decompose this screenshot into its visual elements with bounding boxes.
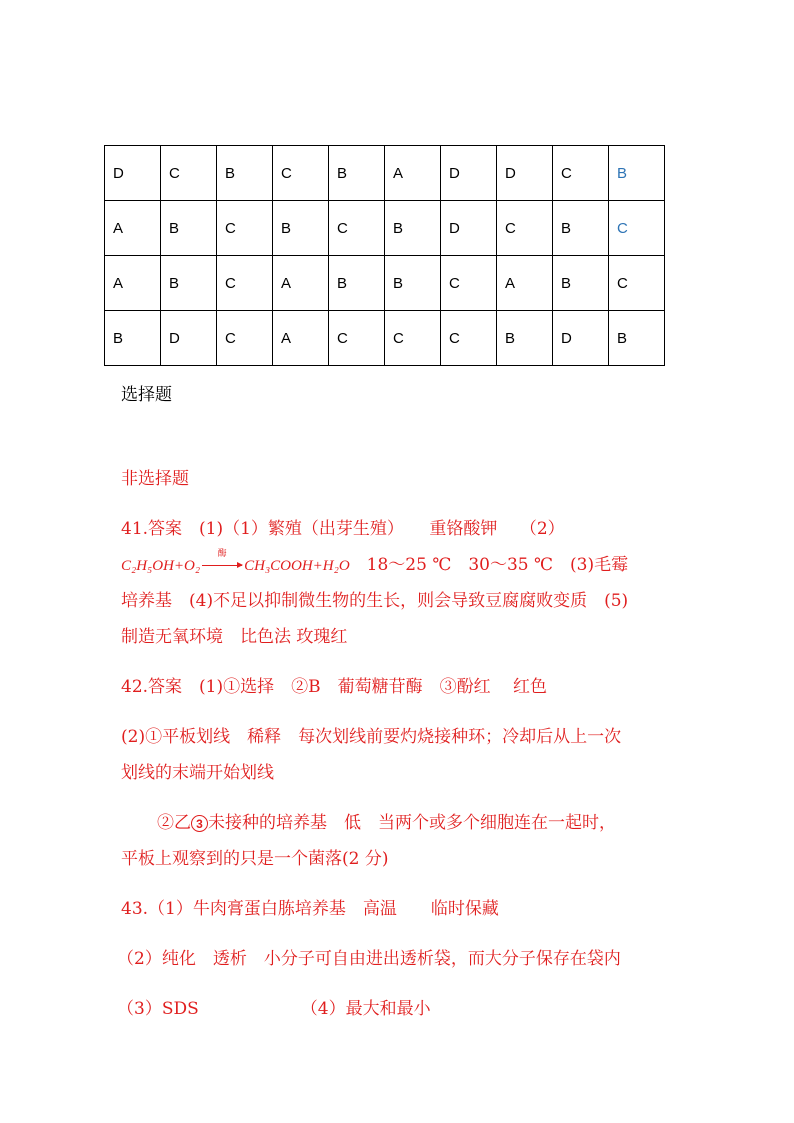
answer-cell: B: [497, 311, 553, 366]
choice-label: 选择题: [121, 385, 172, 405]
answer-cell: D: [105, 146, 161, 201]
table-row: [105, 256, 665, 311]
q41-line3: 培养基 (4)不足以抑制微生物的生长，则会导致豆腐腐败变质 (5): [121, 591, 629, 611]
q43-line3-b: （4）最大和最小: [300, 999, 431, 1019]
answer-table: [104, 145, 665, 366]
table-row: [105, 201, 665, 256]
q42-line3: 划线的末端开始划线: [121, 763, 274, 783]
answer-cell: C: [609, 201, 665, 256]
q41-formula-right: CH₃COOH+H₂O: [244, 558, 350, 574]
enzyme-label: 酶: [217, 549, 227, 559]
answer-cell: A: [105, 201, 161, 256]
answer-cell: D: [441, 201, 497, 256]
q42-line4-prefix: ②乙: [157, 813, 191, 833]
nonchoice-label: 非选择题: [121, 469, 189, 489]
q43-line2: （2）纯化 透析 小分子可自由进出透析袋，而大分子保存在袋内: [117, 949, 621, 969]
answer-cell: A: [497, 256, 553, 311]
reaction-arrow: [202, 549, 242, 575]
answer-cell: B: [105, 311, 161, 366]
table-row: [105, 146, 665, 201]
answer-cell: C: [217, 311, 273, 366]
answer-cell: A: [273, 256, 329, 311]
answer-cell: B: [553, 256, 609, 311]
answer-cell: B: [385, 201, 441, 256]
answer-cell: C: [161, 146, 217, 201]
answer-cell: A: [105, 256, 161, 311]
answer-cell: D: [497, 146, 553, 201]
answer-cell: D: [441, 146, 497, 201]
q43-line3-a: （3）SDS: [117, 999, 199, 1019]
q41-line1: 41.答案 (1)（1）繁殖（出芽生殖） 重铬酸钾 （2）: [121, 519, 565, 539]
circled-number: 3: [191, 815, 208, 832]
answer-cell: C: [441, 256, 497, 311]
q42-line2: (2)①平板划线 稀释 每次划线前要灼烧接种环；冷却后从上一次: [121, 727, 622, 747]
answer-cell: D: [553, 311, 609, 366]
q43-line3: [117, 994, 431, 1019]
q41-line2-rest: 18～25 ℃ 30～35 ℃ (3)毛霉: [349, 555, 629, 575]
answer-cell: A: [273, 311, 329, 366]
answer-cell: C: [273, 146, 329, 201]
answer-cell: B: [385, 256, 441, 311]
answer-cell: B: [161, 201, 217, 256]
answer-cell: B: [609, 311, 665, 366]
answer-cell: C: [553, 146, 609, 201]
answer-cell: C: [217, 201, 273, 256]
answer-cell: D: [161, 311, 217, 366]
answer-cell: B: [273, 201, 329, 256]
answer-cell: C: [329, 311, 385, 366]
q43-line1: 43.（1）牛肉膏蛋白胨培养基 高温 临时保藏: [121, 899, 499, 919]
answer-cell: B: [329, 146, 385, 201]
q41-line2: [121, 550, 628, 575]
answer-cell: B: [217, 146, 273, 201]
answer-cell: B: [161, 256, 217, 311]
answer-cell: C: [217, 256, 273, 311]
q42-line4-rest: 未接种的培养基 低 当两个或多个细胞连在一起时，: [208, 813, 616, 833]
answer-cell: C: [329, 201, 385, 256]
table-row: [105, 311, 665, 366]
arrow-shaft: [202, 565, 242, 566]
q42-line1: 42.答案 (1)①选择 ②B 葡萄糖苷酶 ③酚红 红色: [121, 677, 548, 697]
answer-cell: C: [609, 256, 665, 311]
answer-cell: C: [497, 201, 553, 256]
answer-cell: A: [385, 146, 441, 201]
answer-cell: B: [329, 256, 385, 311]
answer-cell: C: [385, 311, 441, 366]
q42-line4: [157, 808, 616, 833]
answer-cell: B: [609, 146, 665, 201]
answer-cell: C: [441, 311, 497, 366]
q41-formula-left: C₂H₅OH+O₂: [121, 558, 201, 574]
q41-line4: 制造无氧环境 比色法 玫瑰红: [121, 627, 348, 647]
answer-cell: B: [553, 201, 609, 256]
answer-table-body: [105, 146, 665, 366]
q42-line5: 平板上观察到的只是一个菌落(2 分): [121, 849, 389, 869]
